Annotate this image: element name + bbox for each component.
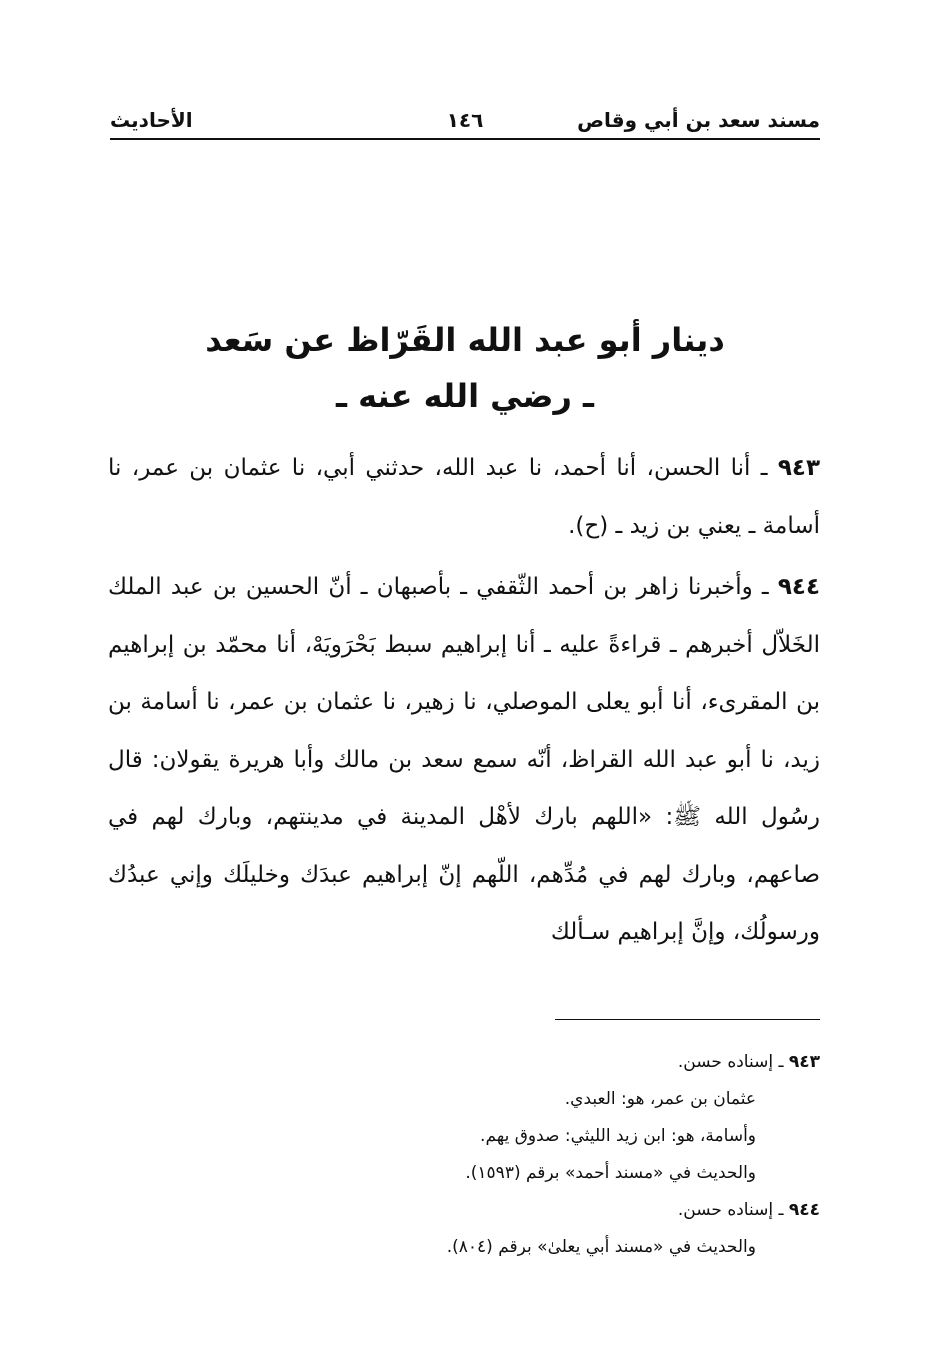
footnote-note: وأسامة، هو: ابن زيد الليثي: صدوق يهم. [480, 1126, 756, 1146]
section-title: الأحاديث [110, 108, 193, 132]
hadith-text: ـ وأخبرنا زاهر بن أحمد الثّقفي ـ بأصبهان ـ أنّ الحسين بن عبد الملك الخَلاّل أخبرهم ـ قراءةً عليه ـ أنا إبراهيم سبط بَحْرَويَهْ، أنا محمّد بن إبراهيم بن المقرىء، أنا أبو يعلى الموصلي، نا زهير، نا عثمان بن عمر، نا أسامة بن زيد، نا أبو عبد الله القراظ، أنّه سمع سعد بن مالك وأبا هريرة يقولان: قال رسُول الله ﷺ: «اللهم بارك لأهْل المدينة في مدينتهم، وبارك لهم في صاعهم، وبارك لهم في مُدِّهم، اللّهم إنّ إبراهيم عبدَك وخليلَك وإني عبدُك ورسولُك، وإنَّ إبراهيم سـألك [108, 574, 820, 945]
hadith-943 [108, 440, 820, 555]
hadith-944 [108, 559, 820, 962]
hadith-text: ـ أنا الحسن، أنا أحمد، نا عبد الله، حدثني أبي، نا عثمان بن عمر، نا أسامة ـ يعني بن زيد ـ (ح). [108, 455, 820, 539]
book-title: مسند سعد بن أبي وقاص [577, 108, 820, 132]
footnote-note: والحديث في «مسند أحمد» برقم (١٥٩٣). [465, 1163, 756, 1183]
footnote-note: والحديث في «مسند أبي يعلىٰ» برقم (٨٠٤). [446, 1237, 756, 1257]
chapter-title-line1: دينار أبو عبد الله القَرّاظ عن سَعد [205, 321, 725, 359]
footnote-note: عثمان بن عمر، هو: العبدي. [564, 1089, 756, 1109]
hadith-number: ٩٤٣ [777, 455, 820, 481]
page-number: ١٤٦ [446, 108, 484, 132]
footnote-943 [110, 1044, 820, 1081]
footnotes [110, 1044, 820, 1266]
footnote-text: ـ إسناده حسن. [677, 1200, 784, 1220]
footnote-number: ٩٤٣ [788, 1052, 820, 1072]
footnote-text: ـ إسناده حسن. [677, 1052, 784, 1072]
footnote-number: ٩٤٤ [788, 1200, 820, 1220]
footnote-944 [110, 1192, 820, 1229]
chapter-title-line2: ـ رضي الله عنه ـ [336, 377, 594, 415]
hadith-number: ٩٤٤ [777, 574, 820, 600]
chapter-title [110, 312, 820, 424]
footnote-separator [555, 1019, 820, 1020]
running-header [110, 104, 820, 140]
main-text [108, 440, 820, 962]
